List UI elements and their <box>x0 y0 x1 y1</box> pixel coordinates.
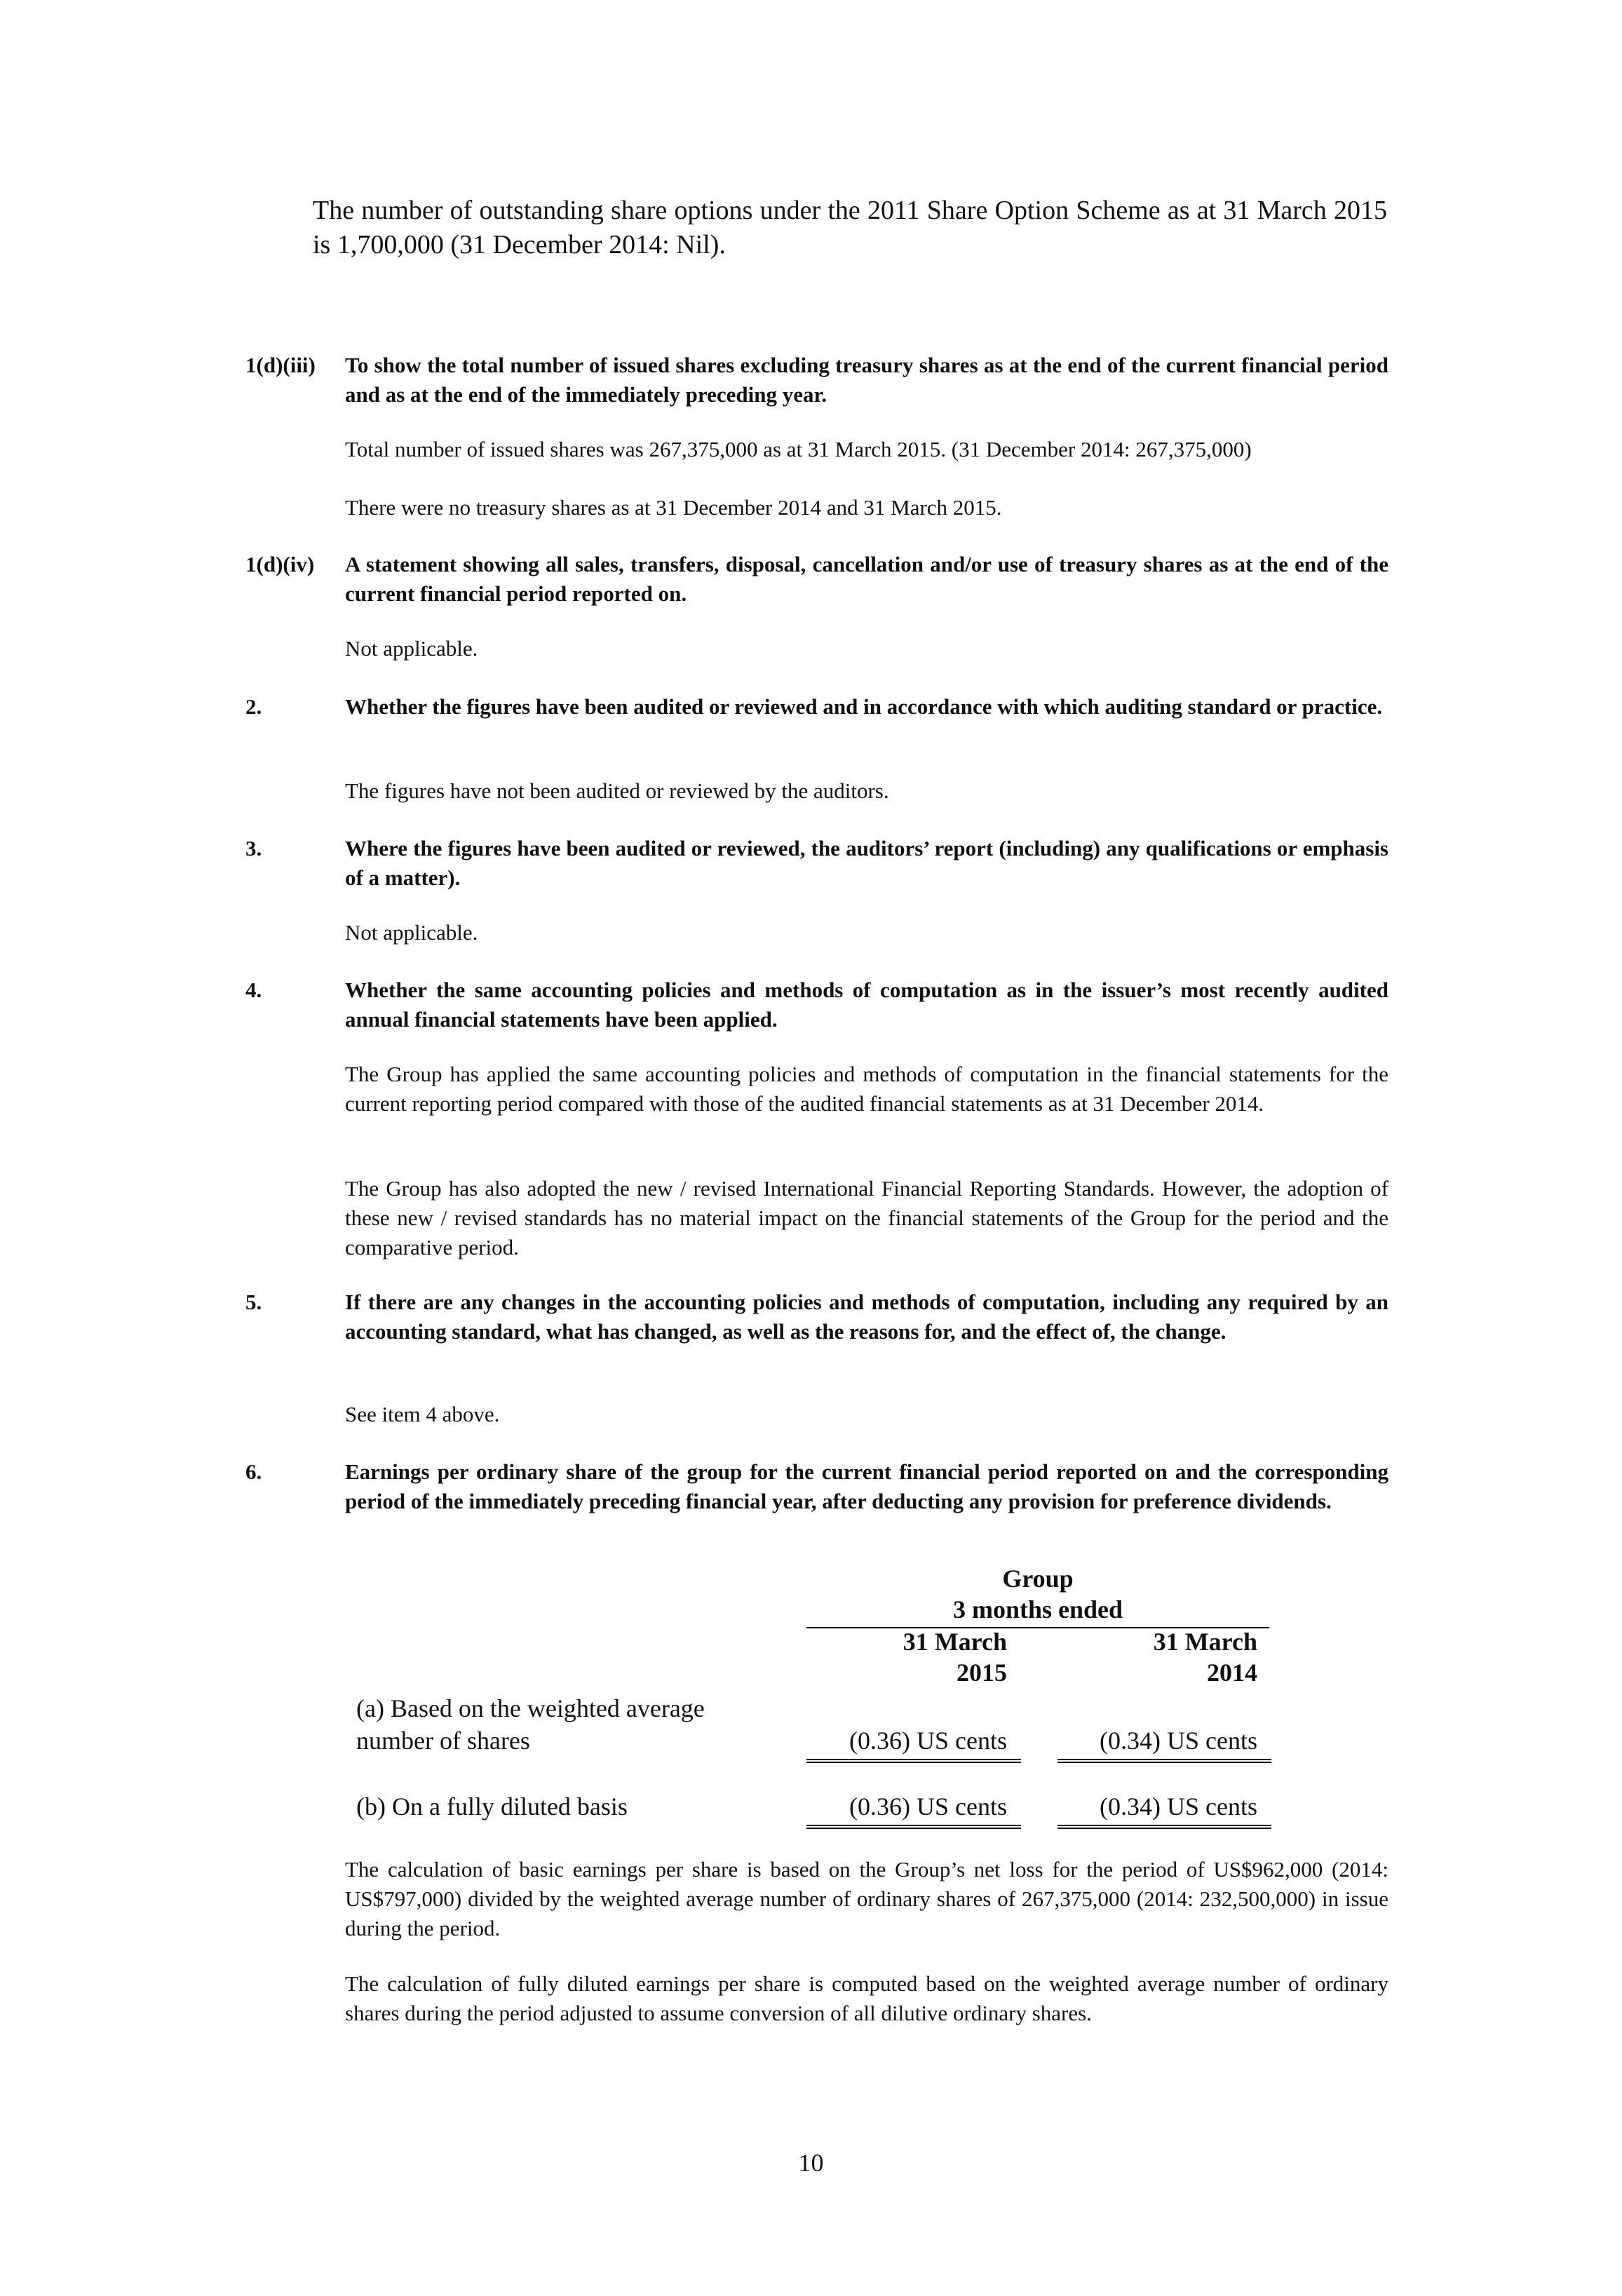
row-label-basic-line2: number of shares <box>356 1727 530 1755</box>
double-underline <box>1057 1759 1271 1763</box>
section-paragraph: Total number of issued shares was 267,375,000 as at 31 March 2015. (31 December 2014: 267,375,000) <box>345 437 1252 461</box>
eps-diluted-2014: (0.34) US cents <box>1100 1792 1257 1821</box>
section-paragraph: The Group has also adopted the new / revised International Financial Reporting Standards. However, the adoption of these new / revised standards has no material impact on the financial statements of the Group for the period and the comparative period. <box>345 1176 1388 1260</box>
section-number: 3. <box>245 836 262 860</box>
section-heading: Whether the figures have been audited or reviewed and in accordance with which auditing standard or practice. <box>345 694 1383 719</box>
double-underline <box>806 1759 1021 1763</box>
row-label-diluted: (b) On a fully diluted basis <box>356 1792 628 1821</box>
table-group-header: Group <box>1002 1565 1074 1593</box>
table-period-header: 3 months ended <box>952 1595 1123 1623</box>
page-number: 10 <box>798 2149 824 2177</box>
column-header-2014-line1: 31 March <box>1153 1628 1257 1656</box>
double-underline <box>806 1825 1021 1829</box>
section-number: 1(d)(iii) <box>245 353 316 377</box>
section-number: 4. <box>245 978 262 1002</box>
section-paragraph: The Group has applied the same accounting policies and methods of computation in the financial statements for the current reporting period compared with those of the audited financial statements as at 31 December 2014. <box>345 1062 1388 1116</box>
section-heading: Whether the same accounting policies and methods of computation as in the issuer’s most recently audited annual financial statements have been applied. <box>345 978 1388 1032</box>
section-number: 1(d)(iv) <box>245 552 315 576</box>
column-header-2014-line2: 2014 <box>1207 1659 1257 1687</box>
section-heading: If there are any changes in the accounting policies and methods of computation, including any required by an accounting standard, what has changed, as well as the reasons for, and the effect of, the change. <box>345 1290 1388 1344</box>
section-paragraph: See item 4 above. <box>345 1402 500 1426</box>
eps-basic-2014: (0.34) US cents <box>1100 1727 1257 1755</box>
intro-paragraph: The number of outstanding share options under the 2011 Share Option Scheme as at 31 March 2015 is 1,700,000 (31 December 2014: Nil). <box>313 196 1387 259</box>
section-paragraph: The figures have not been audited or reviewed by the auditors. <box>345 778 889 803</box>
eps-note-basic: The calculation of basic earnings per share is based on the Group’s net loss for the period of US$962,000 (2014: US$797,000) divided by the weighted average number of ordinary shares of 267,375,000 (2014: 232,500,000) in issue during the period. <box>345 1857 1388 1940</box>
eps-diluted-2015: (0.36) US cents <box>849 1792 1007 1821</box>
eps-note-diluted: The calculation of fully diluted earnings per share is computed based on the weighted average number of ordinary shares during the period adjusted to assume conversion of all dilutive ordinary shares. <box>345 1971 1388 2025</box>
section-paragraph: There were no treasury shares as at 31 December 2014 and 31 March 2015. <box>345 495 1002 520</box>
section-heading: A statement showing all sales, transfers, disposal, cancellation and/or use of treasury shares as at the end of the current financial period reported on. <box>345 552 1388 606</box>
row-label-basic-line1: (a) Based on the weighted average <box>356 1694 705 1722</box>
column-header-2015-line2: 2015 <box>957 1659 1007 1687</box>
section-number: 2. <box>245 694 262 719</box>
section-paragraph: Not applicable. <box>345 920 478 945</box>
header-rule <box>806 1627 1269 1628</box>
section-heading: Where the figures have been audited or reviewed, the auditors’ report (including) any qualifications or emphasis of a matter). <box>345 836 1388 890</box>
double-underline <box>1057 1825 1271 1829</box>
section-heading: Earnings per ordinary share of the group for the current financial period reported on and the corresponding period of the immediately preceding financial year, after deducting any provision for preference dividends. <box>345 1459 1388 1513</box>
section-number: 5. <box>245 1290 262 1314</box>
section-number: 6. <box>245 1459 262 1484</box>
section-heading: To show the total number of issued shares excluding treasury shares as at the end of the current financial period and as at the end of the immediately preceding year. <box>345 353 1388 407</box>
column-header-2015-line1: 31 March <box>903 1628 1007 1656</box>
eps-basic-2015: (0.36) US cents <box>849 1727 1007 1755</box>
section-paragraph: Not applicable. <box>345 636 478 661</box>
